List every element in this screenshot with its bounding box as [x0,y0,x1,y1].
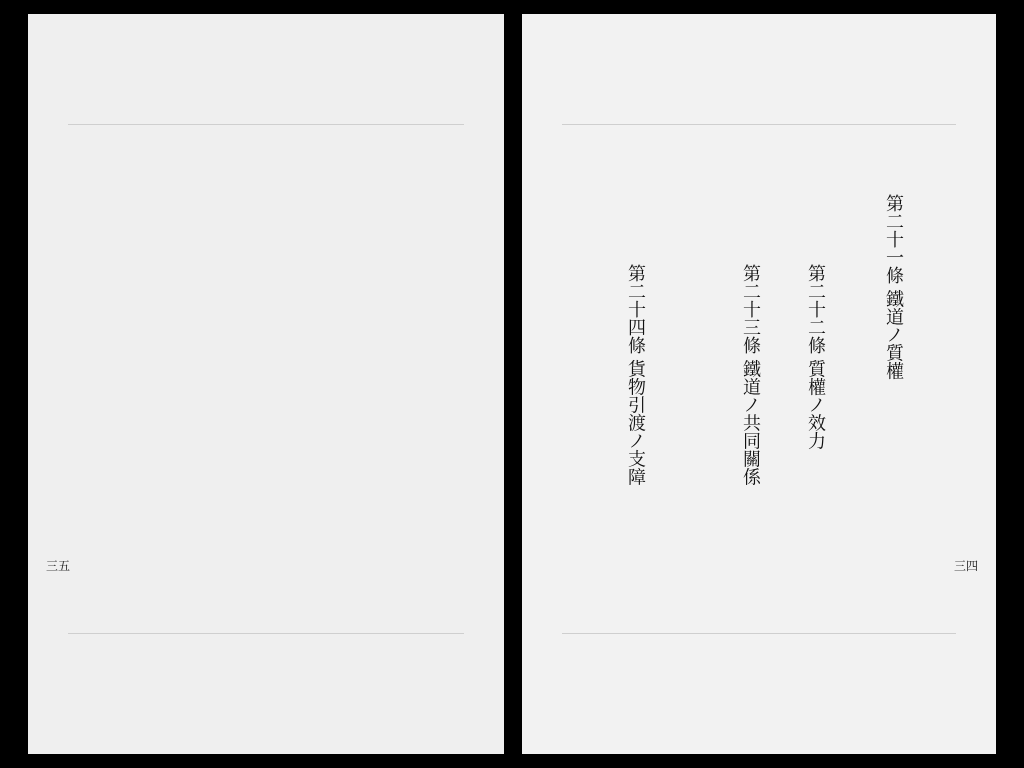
page-number: 三五 [46,559,71,573]
bottom-rule [68,633,464,634]
top-rule [68,124,464,125]
right-page [522,14,996,754]
bottom-rule [562,633,956,634]
section-title-3: 第二十三條 鐵道ノ共同關係 [740,264,761,486]
text-block [68,124,464,634]
left-page [28,14,504,754]
section-title-2: 第二十二條 質權ノ效力 [805,264,826,450]
section-title-1: 第二十一條 鐵道ノ質權 [883,194,904,380]
page-number: 三四 [953,559,978,573]
top-rule [562,124,956,125]
section-title-4: 第二十四條 貨物引渡ノ支障 [625,264,646,486]
